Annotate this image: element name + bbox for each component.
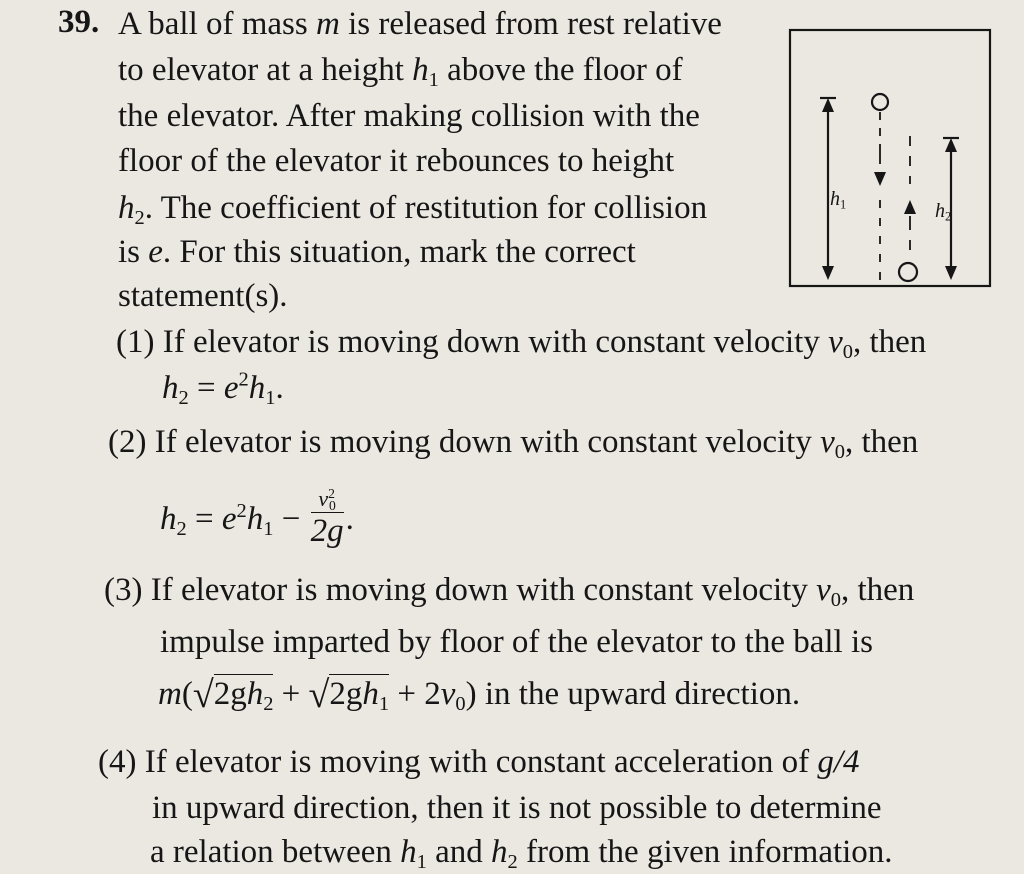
option-2-formula: $h_2 = e^2h_1$ − $\frac{v^2_0}{2g}$ .: [160, 485, 354, 549]
mass-symbol: m: [315, 6, 340, 42]
fraction-v0-sq-over-2g: $\frac{v^2_0}{2g}$: [310, 485, 344, 549]
option-text: If elevator is moving down with constant velocity: [150, 572, 817, 608]
option-text: If elevator is moving down with constant velocity: [154, 424, 821, 460]
stem-text: above the floor of: [438, 52, 683, 88]
option-4-line-2: in upward direction, then it is not possible to determine: [152, 790, 882, 826]
option-2-line-1: (2) If elevator is moving down with constant velocity $v_0$, then: [108, 424, 919, 464]
option-text: If elevator is moving down with constant velocity: [162, 324, 829, 360]
height-symbol: h: [118, 190, 135, 226]
elevator-figure: [788, 24, 992, 288]
stem-line-5: [118, 186, 707, 230]
sqrt-2gh1: $√2gh_1$: [308, 674, 390, 716]
option-3-line-2: impulse imparted by floor of the elevator to the ball is: [160, 624, 873, 660]
option-3-line-1: (3) If elevator is moving down with constant velocity $v_0$, then: [104, 572, 915, 612]
option-1-line-1: (1) If elevator is moving down with constant velocity $v_0$, then: [116, 324, 927, 364]
question-number: 39.: [58, 4, 100, 40]
option-marker: (2): [108, 424, 147, 460]
ball-top: [872, 94, 888, 110]
stem-line-3: the elevator. After making collision with the: [118, 98, 700, 134]
stem-text: to elevator at a height: [118, 52, 413, 88]
option-1-formula: $h_2 = e^2h_1$.: [162, 368, 284, 410]
elevator-box: [790, 30, 990, 286]
stem-text: is: [118, 234, 149, 270]
option-marker: (1): [116, 324, 155, 360]
elevator-diagram: [788, 24, 992, 288]
ball-bottom: [899, 263, 917, 281]
option-marker: (3): [104, 572, 143, 608]
height-symbol: h: [412, 52, 429, 88]
subscript: 1: [428, 69, 439, 92]
option-4-line-1: (4) If elevator is moving with constant acceleration of g/4: [98, 744, 860, 780]
label-h2: $h_2$: [935, 200, 952, 224]
stem-line-4: floor of the elevator it rebounces to height: [118, 143, 675, 179]
falling-path: [874, 112, 886, 280]
label-h1: $h_1$: [830, 188, 847, 212]
stem-line-1: [118, 2, 722, 46]
stem-line-7: statement(s).: [118, 278, 288, 314]
option-3-formula: $m(√2gh_2 + √2gh_1 + 2v_0)$ in the upward direction.: [158, 670, 800, 716]
stem-line-6: [118, 230, 636, 274]
stem-text: is released from rest relative: [339, 6, 722, 42]
subscript: 2: [134, 207, 145, 230]
restitution-symbol: e: [148, 234, 163, 270]
option-marker: (4): [98, 744, 137, 780]
option-4-line-3: a relation between $h_1$ and $h_2$ from the given information.: [150, 834, 893, 874]
stem-text: . The coefficient of restitution for collision: [144, 190, 708, 226]
stem-text: A ball of mass: [118, 6, 316, 42]
rising-path: [904, 136, 916, 250]
stem-text: . For this situation, mark the correct: [162, 234, 636, 270]
sqrt-2gh2: $√2gh_2$: [192, 674, 274, 716]
stem-line-2: [118, 48, 683, 92]
option-text: If elevator is moving with constant acceleration of: [144, 744, 818, 780]
